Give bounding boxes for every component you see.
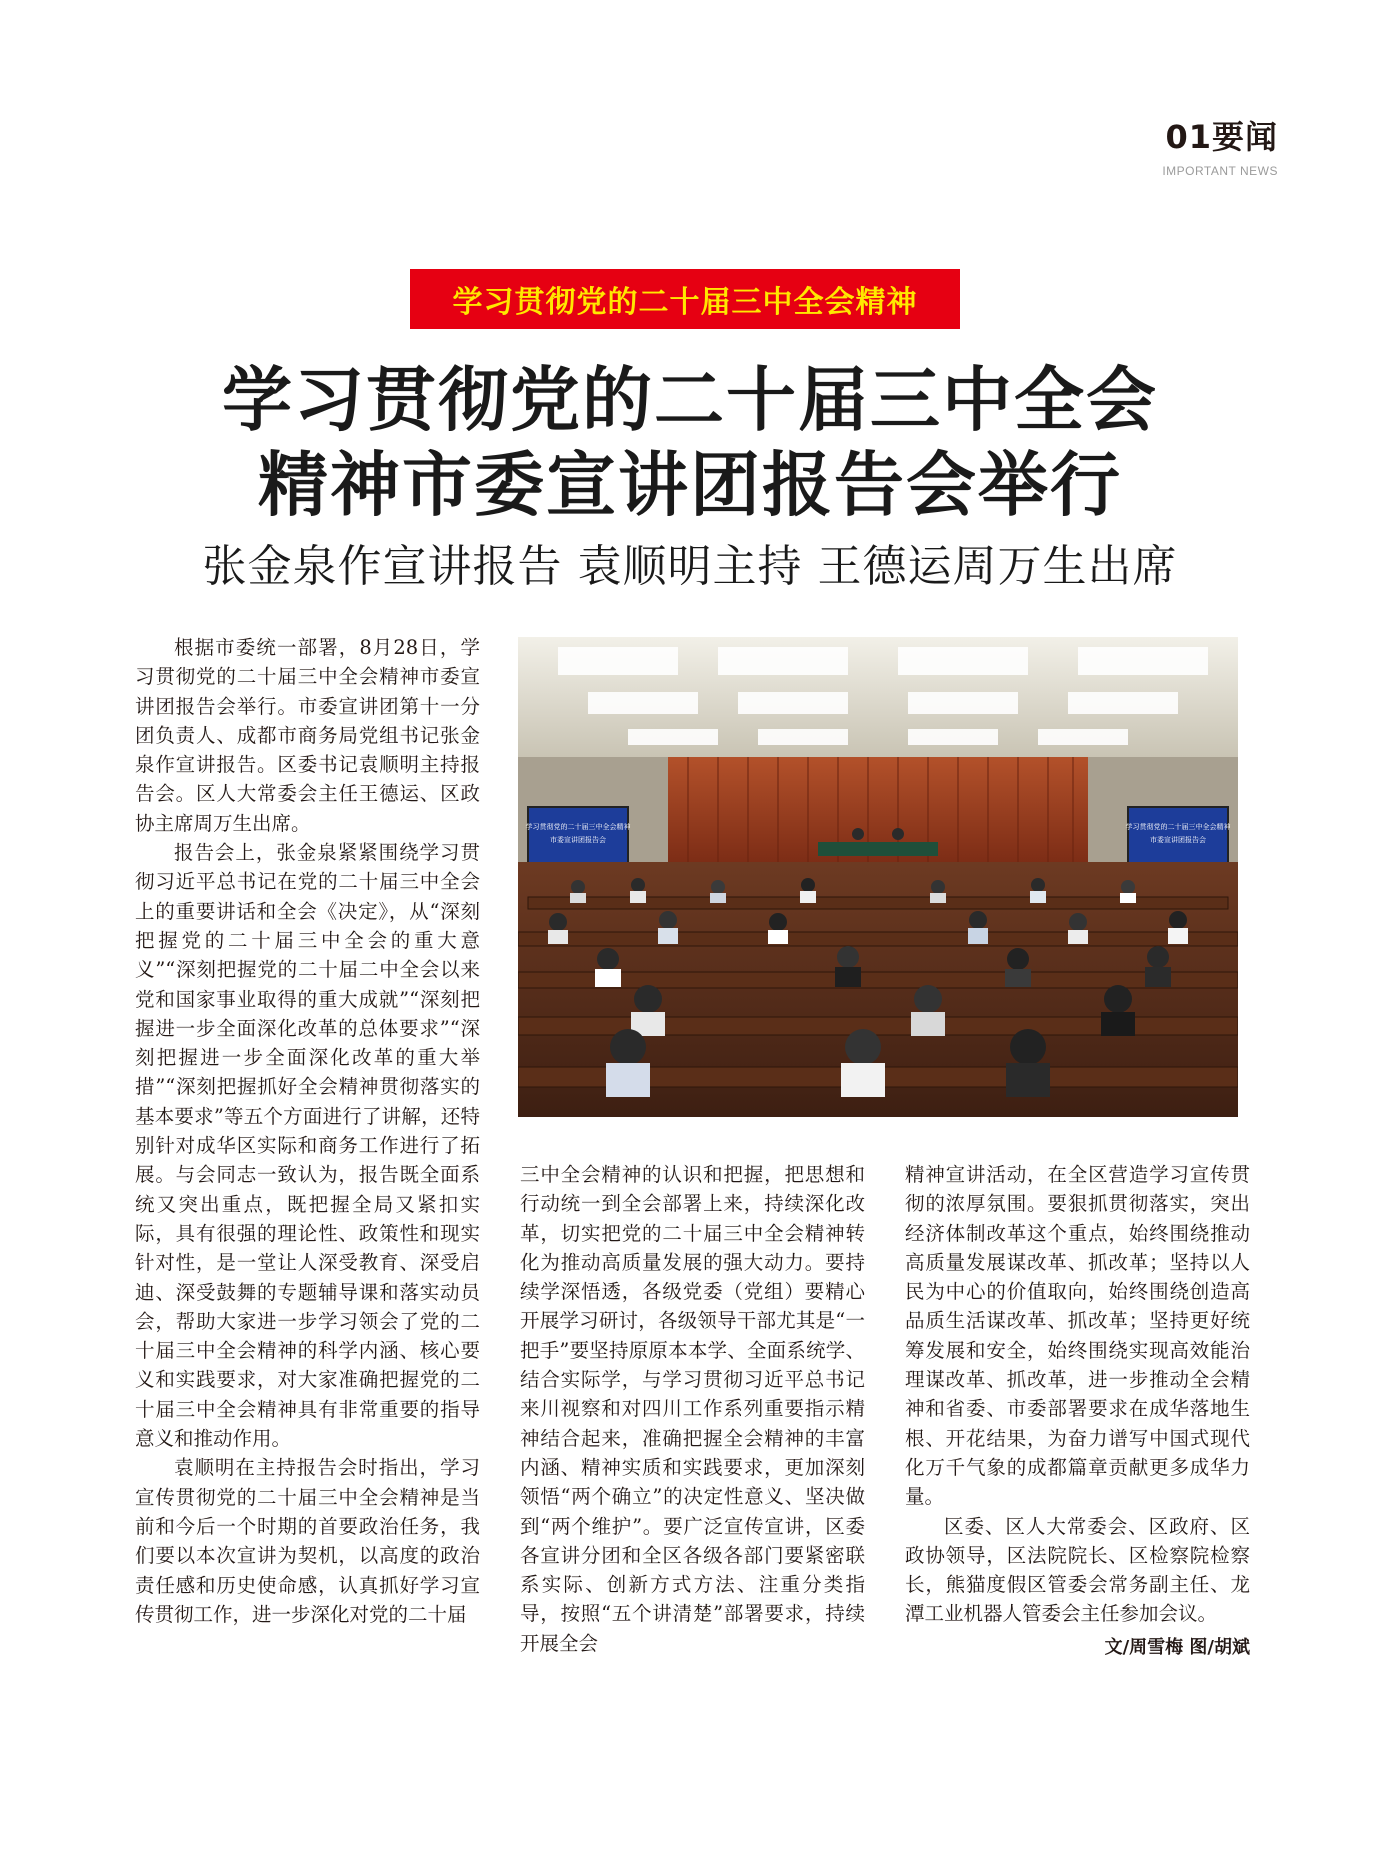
byline: 文/周雪梅 图/胡斌 — [1104, 1636, 1250, 1658]
headline-line-1: 学习贯彻党的二十届三中全会 — [222, 359, 1158, 441]
article-paragraph: 报告会上，张金泉紧紧围绕学习贯彻习近平总书记在党的二十届三中全会上的重要讲话和全会《决定》，从“深刻把握党的二十届三中全会的重大意义”“深刻把握党的二十届二中全会以来党和国家事业取得的重大成就”“深刻把握进一步全面深化改革的总体要求”“深刻把握进一步全面深化改革的重大举措”“深刻把握抓好全会精神贯彻落实的基本要求”等五个方面进行了讲解，还特别针对成华区实际和商务工作进行了拓展。与会同志一致认为，报告既全面系统又突出重点，既把握全局又紧扣实际，具有很强的理论性、政策性和现实针对性，是一堂让人深受教育、深受启迪、深受鼓舞的专题辅导课和落实动员会，帮助大家进一步学习领会了党的二十届三中全会精神的科学内涵、核心要义和实践要求，对大家准确把握党的二十届三中全会精神具有非常重要的指导意义和推动作用。 — [135, 841, 480, 1451]
article-paragraph: 区委、区人大常委会、区政府、区政协领导，区法院院长、区检察院检察长，熊猫度假区管委会常务副主任、龙潭工业机器人管委会主任参加会议。 — [905, 1514, 1250, 1626]
section-subtitle-en: IMPORTANT NEWS — [1162, 164, 1278, 178]
right-screen-text: 学习贯彻党的二十届三中全会精神 — [1125, 823, 1231, 831]
article-column-1 — [135, 633, 480, 1629]
article-column-3 — [905, 1160, 1250, 1662]
topic-banner: 学习贯彻党的二十届三中全会精神 — [410, 269, 960, 329]
section-number: 01 — [1165, 118, 1212, 156]
article-paragraph: 根据市委统一部署，8月28日，学习贯彻党的二十届三中全会精神市委宣讲团报告会举行。市委宣讲团第十一分团负责人、成都市商务局党组书记张金泉作宣讲报告。区委书记袁顺明主持报告会。区人大常委会主任王德运、区政协主席周万生出席。 — [135, 636, 480, 835]
article-paragraph: 袁顺明在主持报告会时指出，学习宣传贯彻党的二十届三中全会精神是当前和今后一个时期的首要政治任务，我们要以本次宣讲为契机，以高度的政治责任感和历史使命感，认真抓好学习宣传贯彻工作，进一步深化对党的二十届 — [135, 1456, 480, 1626]
article-column-2 — [520, 1160, 865, 1658]
left-screen-text: 学习贯彻党的二十届三中全会精神 — [525, 823, 631, 831]
headline-line-2: 精神市委宣讲团报告会举行 — [258, 444, 1122, 526]
section-title: 要闻 — [1211, 118, 1278, 156]
subheadline: 张金泉作宣讲报告 袁顺明主持 王德运周万生出席 — [202, 541, 1178, 592]
svg-text:市委宣讲团报告会: 市委宣讲团报告会 — [550, 836, 606, 844]
article-paragraph: 精神宣讲活动，在全区营造学习宣传贯彻的浓厚氛围。要狠抓贯彻落实，突出经济体制改革这个重点，始终围绕推动高质量发展谋改革、抓改革；坚持以人民为中心的价值取向，始终围绕创造高品质生活谋改革、抓改革；坚持更好统筹发展和安全，始终围绕实现高效能治理谋改革、抓改革，进一步推动全会精神和省委、市委部署要求在成华落地生根、开花结果，为奋力谱写中国式现代化万千气象的成都篇章贡献更多成华力量。 — [905, 1163, 1250, 1509]
section-header — [1162, 112, 1278, 178]
article-paragraph: 三中全会精神的认识和把握，把思想和行动统一到全会部署上来，持续深化改革，切实把党的二十届三中全会精神转化为推动高质量发展的强大动力。要持续学深悟透，各级党委（党组）要精心开展学习研讨，各级领导干部尤其是“一把手”要坚持原原本本学、全面系统学、结合实际学，与学习贯彻习近平总书记来川视察和对四川工作系列重要指示精神结合起来，准确把握全会精神的丰富内涵、精神实质和实践要求，更加深刻领悟“两个确立”的决定性意义、坚决做到“两个维护”。要广泛宣传宣讲，区委各宣讲分团和全区各级各部门要紧密联系实际、创新方式方法、注重分类指导，按照“五个讲清楚”部署要求，持续开展全会 — [520, 1163, 865, 1655]
headline — [0, 358, 1380, 528]
svg-text:市委宣讲团报告会: 市委宣讲团报告会 — [1150, 836, 1206, 844]
meeting-photo — [518, 637, 1238, 1117]
